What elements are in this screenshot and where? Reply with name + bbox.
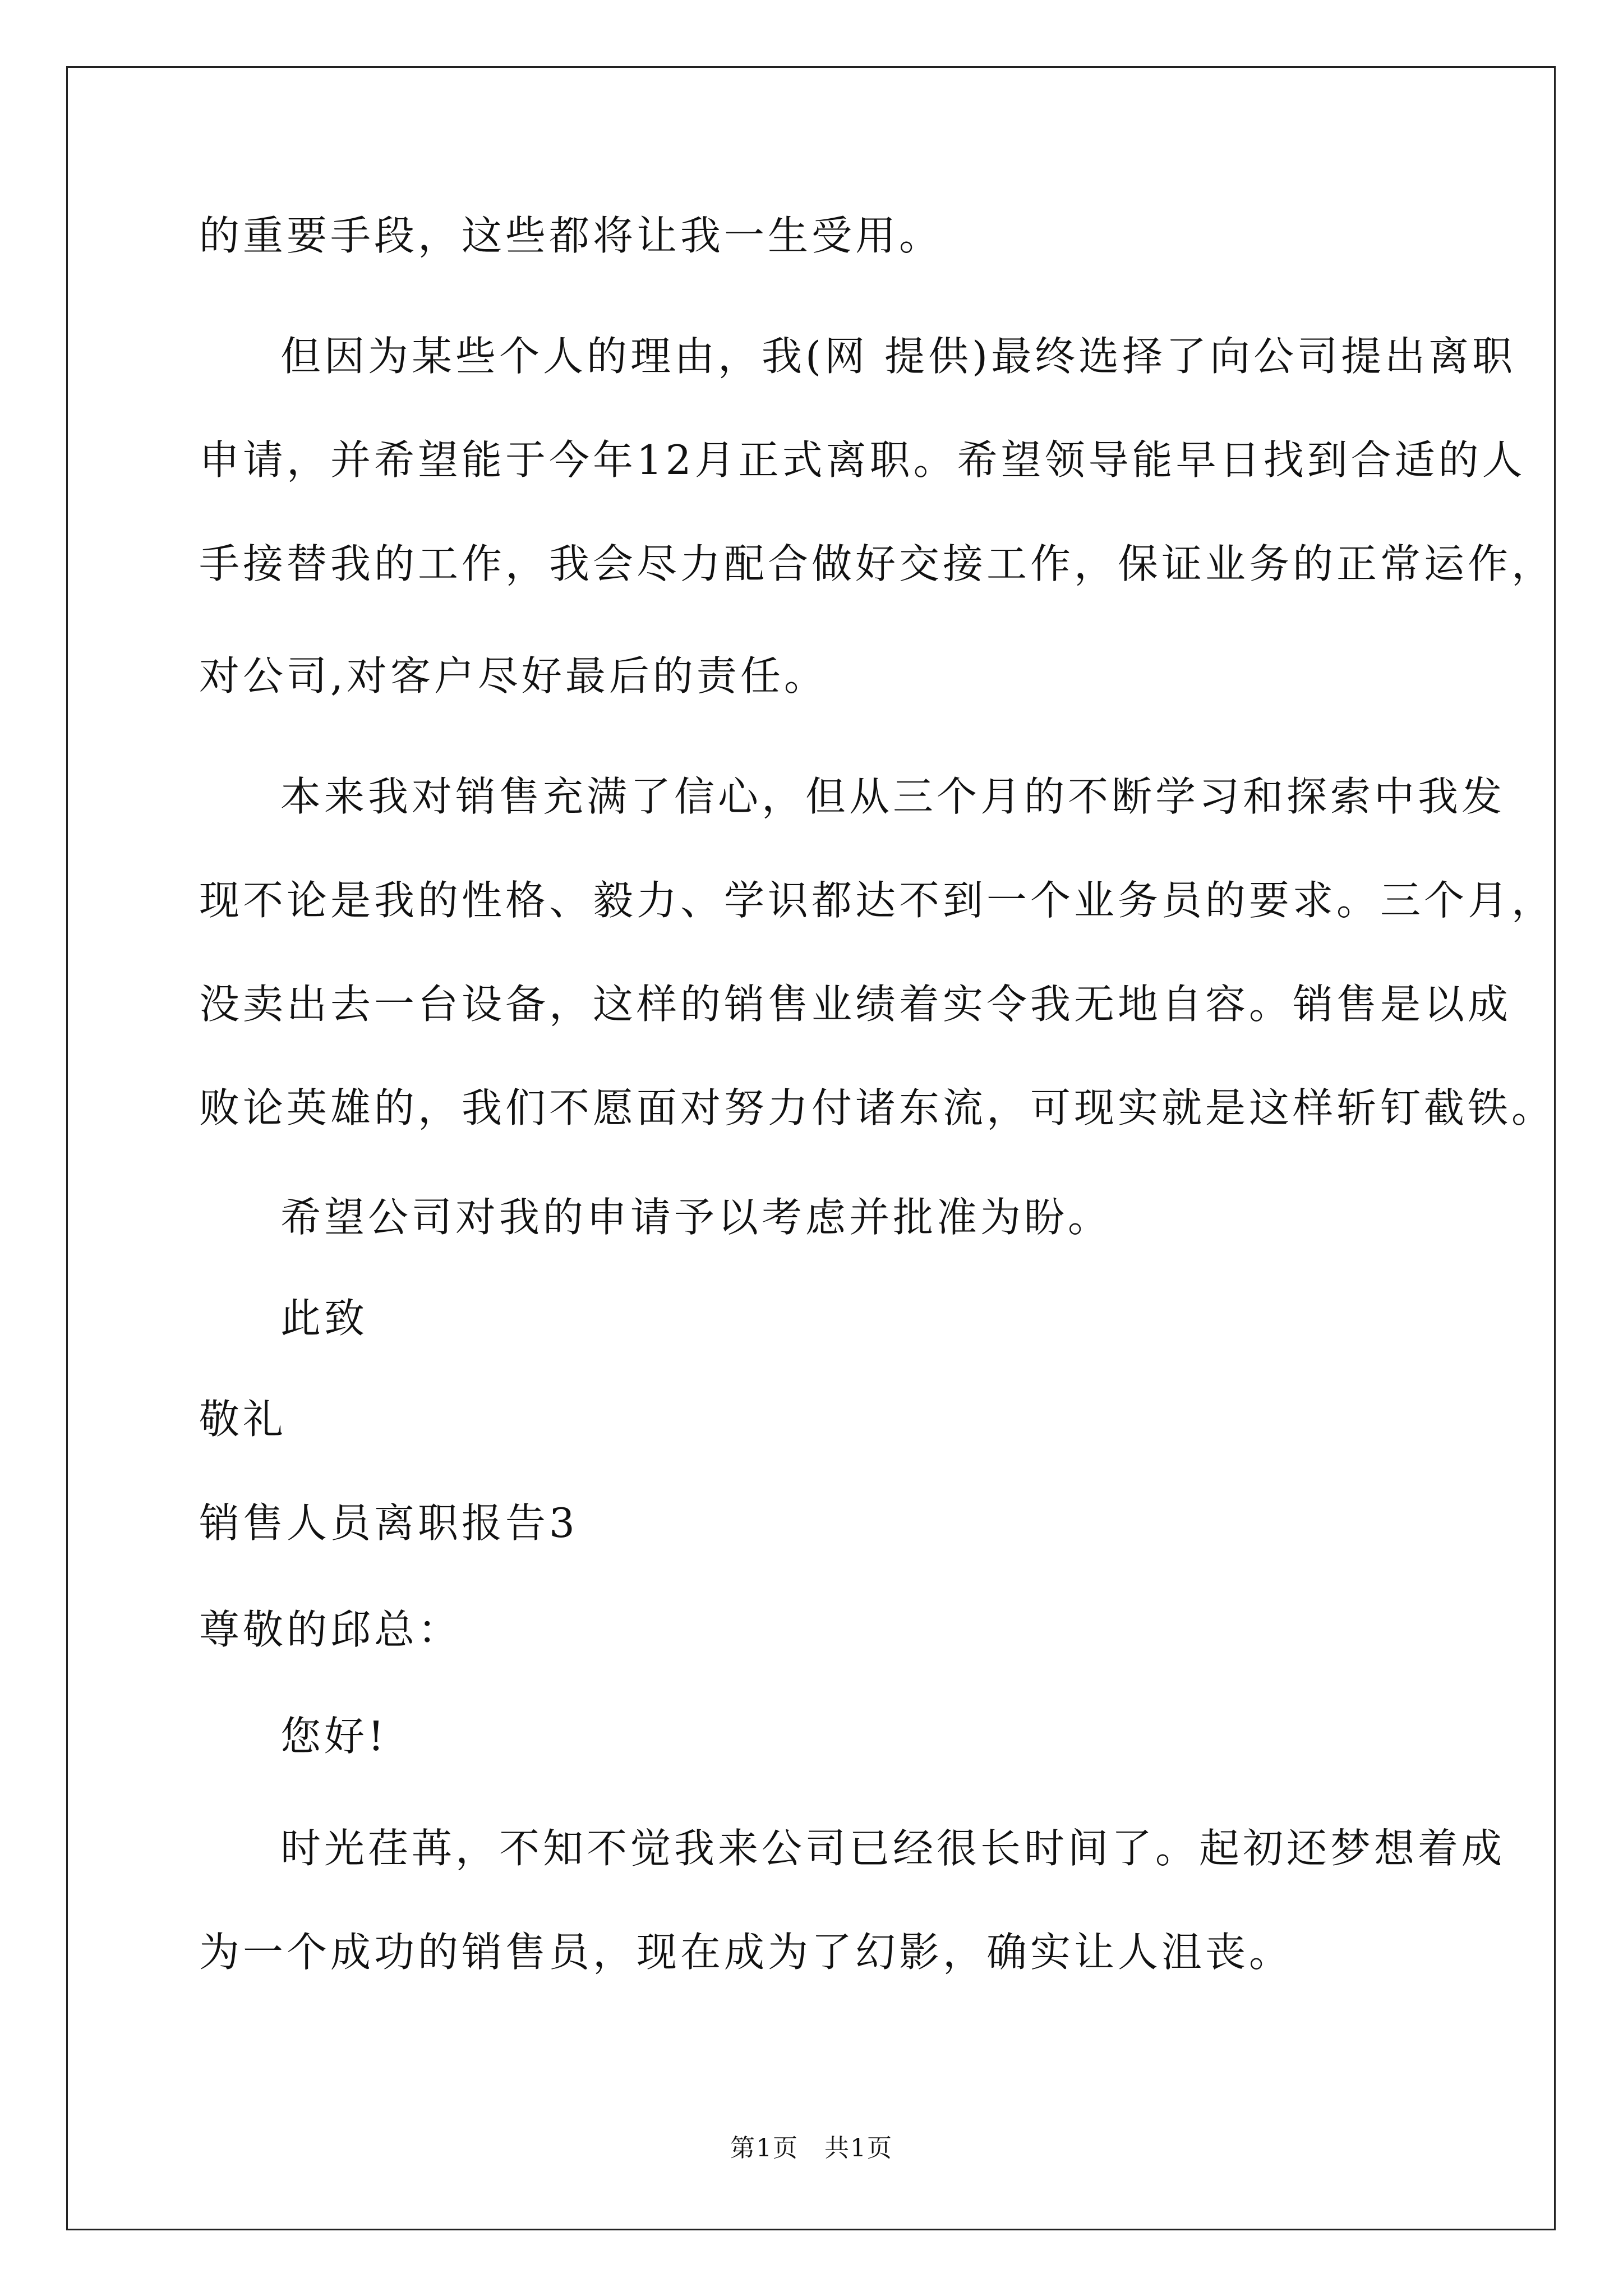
addressee-line: 尊敬的邱总： [199, 1606, 462, 1653]
paragraph-line: 时光荏苒，不知不觉我来公司已经很长时间了。起初还梦想着成 [280, 1825, 1506, 1872]
paragraph-line: 本来我对销售充满了信心，但从三个月的不断学习和探索中我发 [280, 773, 1506, 820]
paragraph-line: 希望公司对我的申请予以考虑并批准为盼。 [280, 1194, 1112, 1241]
paragraph-line: 现不论是我的性格、毅力、学识都达不到一个业务员的要求。三个月， [199, 877, 1556, 924]
paragraph-line: 为一个成功的销售员，现在成为了幻影，确实让人沮丧。 [199, 1929, 1293, 1976]
paragraph-line: 申请，并希望能于今年12月正式离职。希望领导能早日找到合适的人 [199, 436, 1526, 484]
paragraph-line: 手接替我的工作，我会尽力配合做好交接工作，保证业务的正常运作， [199, 540, 1556, 587]
paragraph-line: 但因为某些个人的理由，我(网 提供)最终选择了向公司提出离职 [280, 333, 1516, 380]
paragraph-line: 的重要手段，这些都将让我一生受用。 [199, 212, 943, 259]
paragraph-line: 对公司,对客户尽好最后的责任。 [199, 652, 828, 700]
section-title: 销售人员离职报告3 [199, 1499, 578, 1547]
paragraph-line: 败论英雄的，我们不愿面对努力付诸东流，可现实就是这样斩钉截铁。 [199, 1084, 1556, 1131]
closing-line: 此致 [280, 1295, 368, 1342]
page-footer: 第1页 共1页 [730, 2134, 893, 2162]
paragraph-line: 没卖出去一台设备，这样的销售业绩着实令我无地自容。销售是以成 [199, 981, 1512, 1028]
page-border [66, 66, 1556, 2230]
salutation-line: 敬礼 [199, 1396, 287, 1443]
greeting-line: 您好! [280, 1713, 388, 1760]
